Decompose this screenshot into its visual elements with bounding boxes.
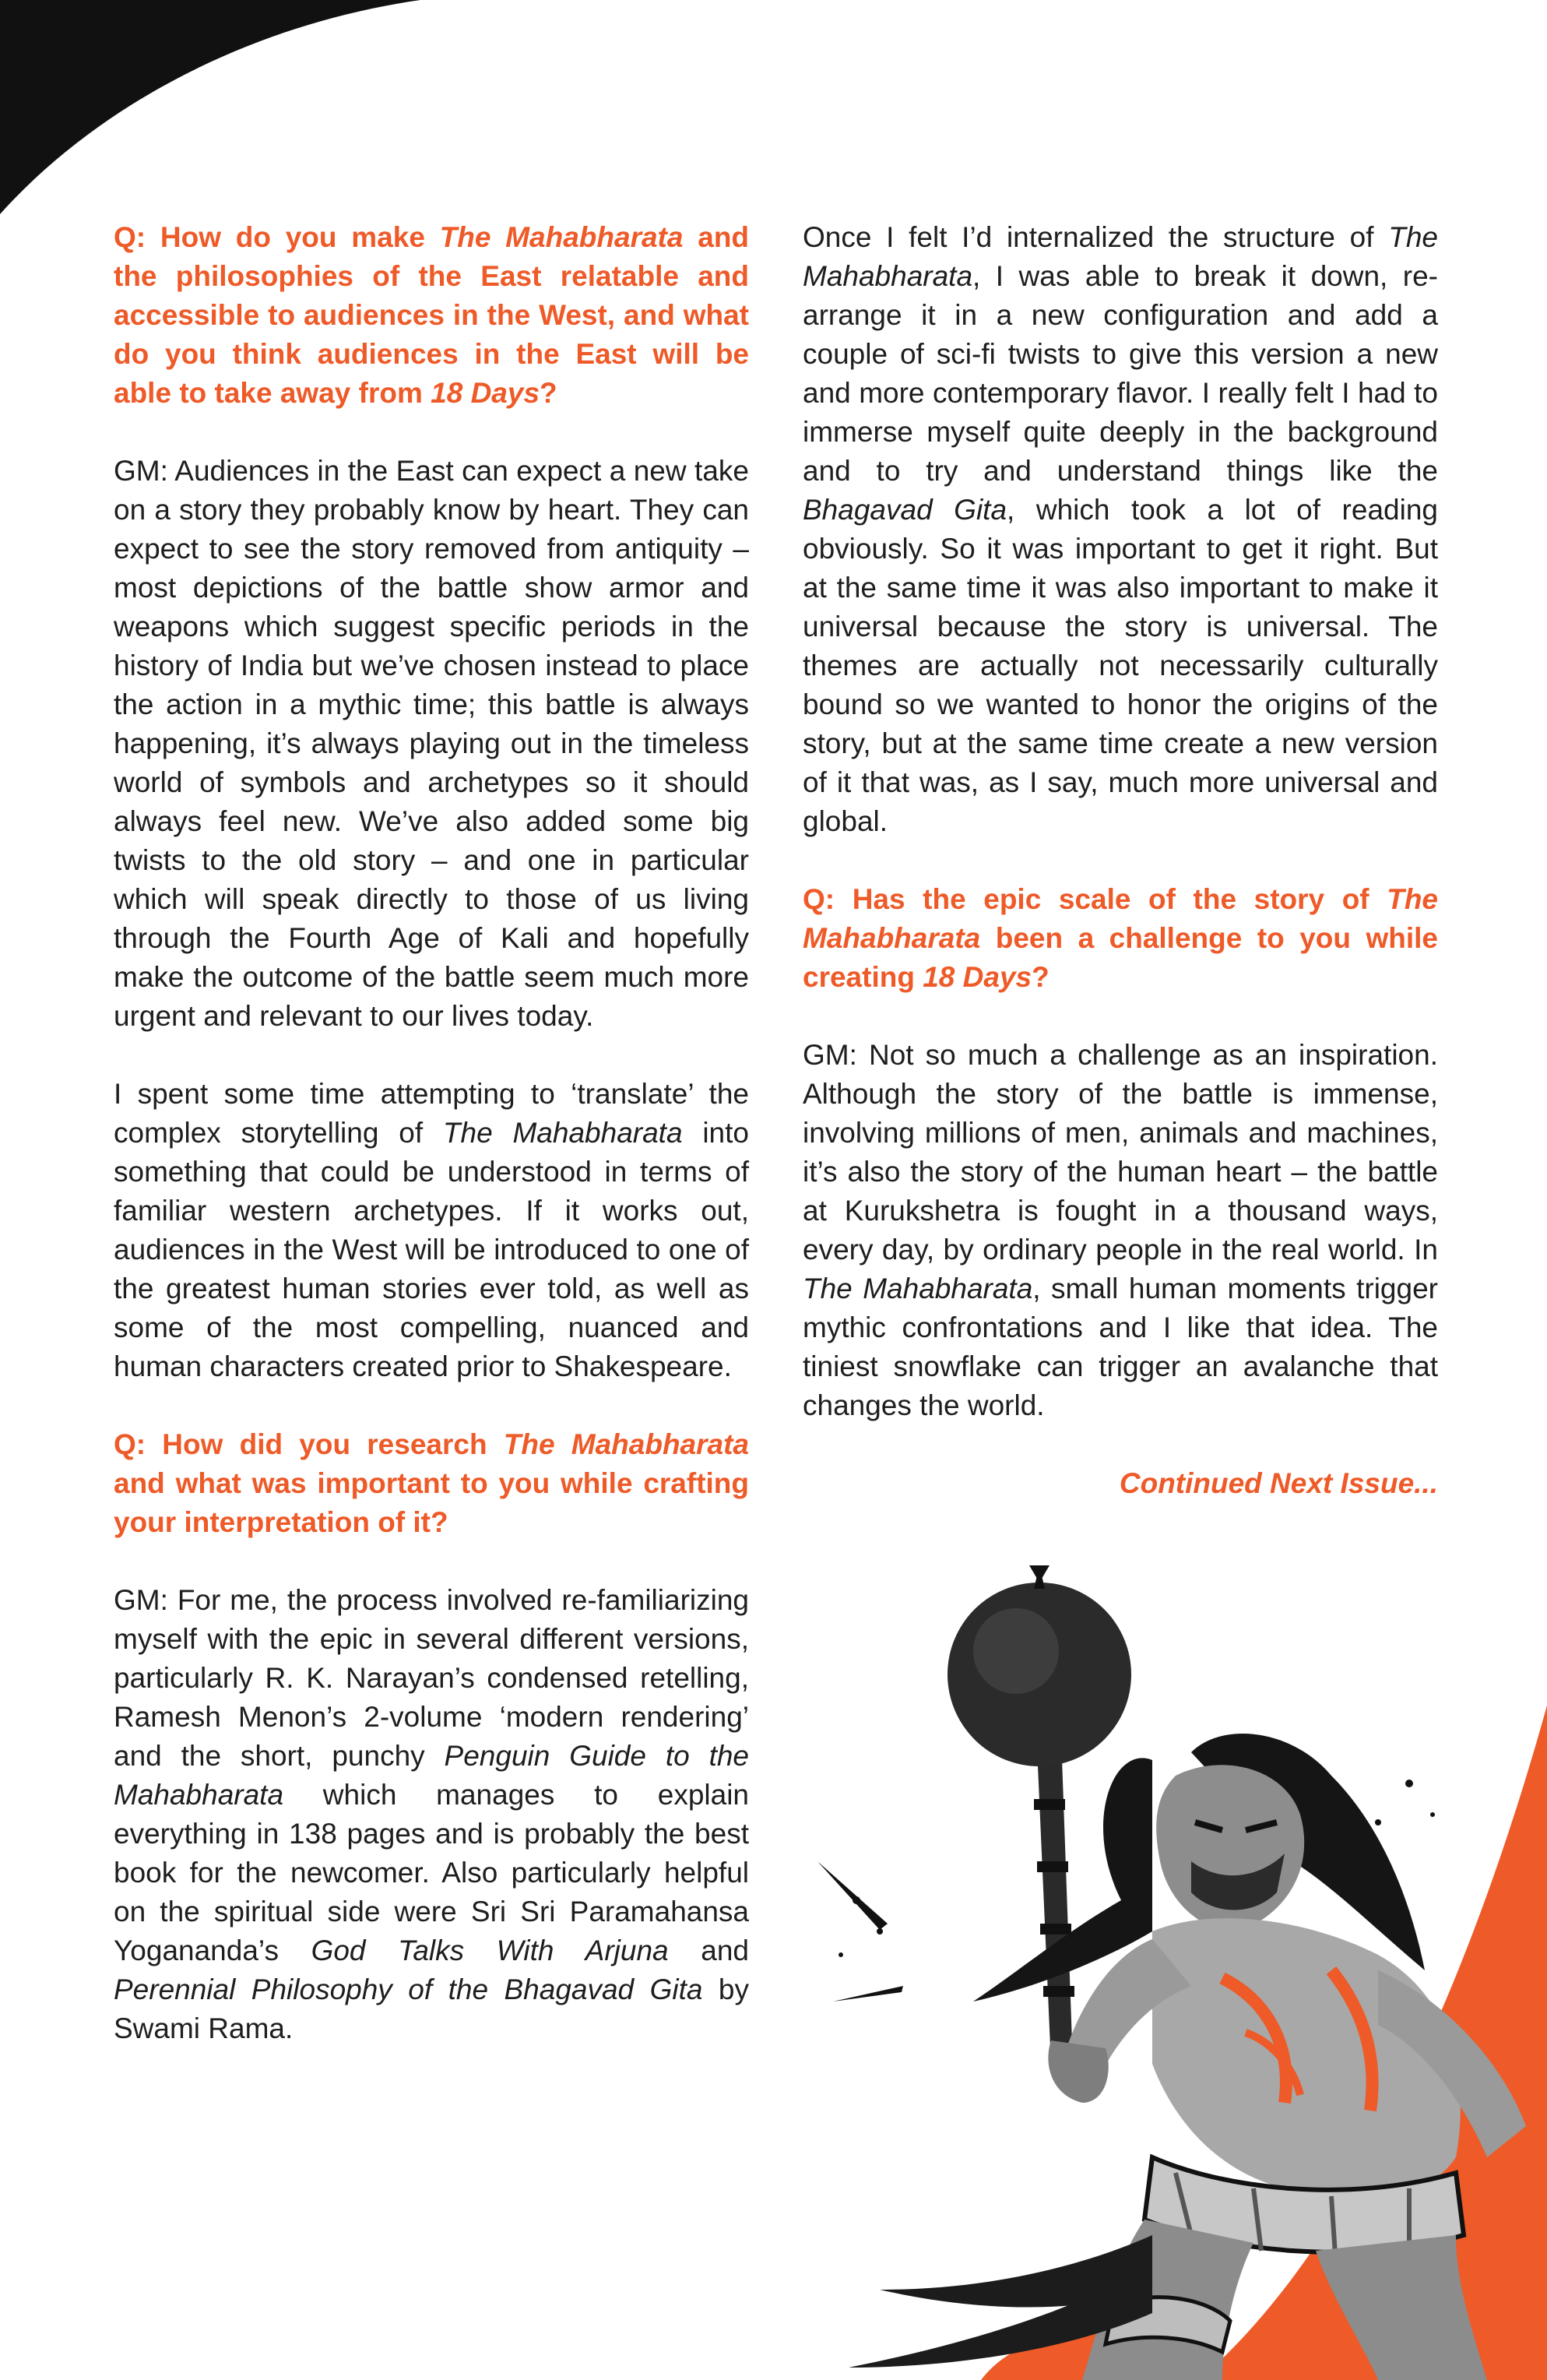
italic-title: Bhagavad Gita xyxy=(803,494,1007,526)
right-column xyxy=(803,218,1438,1542)
text-span: and what was important to you while crafting your interpretation of it? xyxy=(114,1467,749,1538)
text-span: GM: For me, the process involved re-familiarizing myself with the epic in several different versions, particularly R. K. Narayan’s condensed retelling, Ramesh Menon’s 2-volume ‘modern rendering’ and the short, punchy xyxy=(114,1584,749,1772)
interview-answer xyxy=(114,1581,749,2048)
italic-title: The Mahabharata xyxy=(442,1117,683,1149)
text-span: , which took a lot of reading obviously. So it was important to get it right. But at the same time it was also important to make it universal because the story is universal. The themes are actually not necessarily culturally bound so we wanted to honor the origins of the story, but at the same time create a new version of it that was, as I say, much more universal and global. xyxy=(803,494,1438,837)
interview-question xyxy=(114,218,749,413)
text-span: Q: How do you make xyxy=(114,221,440,253)
italic-title: The Mahabharata xyxy=(439,221,684,253)
italic-title: The Mahabharata xyxy=(803,1273,1033,1304)
text-span: been a challenge to you while creating xyxy=(803,922,1438,993)
interview-question xyxy=(803,880,1438,997)
interview-question xyxy=(114,1425,749,1542)
italic-title: The Mahabharata xyxy=(803,883,1438,954)
continued-next-issue: Continued Next Issue... xyxy=(1119,1467,1438,1499)
italic-title: Penguin Guide to the Mahabharata xyxy=(114,1740,750,1811)
italic-title: 18 Days xyxy=(431,377,540,409)
text-span: GM: Audiences in the East can expect a new take on a story they probably know by heart. They can expect to see the story removed from antiquity – most depictions of the battle show armor and weapons which suggest specific periods in the history of India but we’ve chosen instead to place the action in a mythic time; this battle is always happening, it’s always playing out in the timeless world of symbols and archetypes so it should always feel new. We’ve also added some big twists to the old story – and one in particular which will speak directly to those of us living through the Fourth Age of Kali and hopefully make the outcome of the battle seem much more urgent and relevant to our lives today. xyxy=(114,455,749,1032)
left-column xyxy=(114,218,749,2087)
italic-title: God Talks With Arjuna xyxy=(311,1935,669,1966)
text-span: and the philosophies of the East relatable and accessible to audiences in the West, and what do you think audiences in the East will be able to take away from xyxy=(114,221,750,409)
text-span: Once I felt I’d internalized the structure of xyxy=(803,221,1389,253)
text-span: GM: Not so much a challenge as an inspiration. Although the story of the battle is immense, involving millions of men, animals and machines, it’s also the story of the human heart – the battle at Kurukshetra is fought in a thousand ways, every day, by ordinary people in the real world. In xyxy=(803,1039,1438,1266)
italic-title: Perennial Philosophy of the Bhagavad Gita xyxy=(114,1973,703,2005)
text-span: Q: How did you research xyxy=(114,1428,504,1460)
italic-title: The Mahabharata xyxy=(503,1428,749,1460)
text-span: by Swami Rama. xyxy=(114,1973,750,2044)
text-span: ? xyxy=(540,377,557,409)
warrior-with-mace-illustration xyxy=(786,1565,1547,2380)
interview-answer xyxy=(114,452,749,1036)
interview-answer xyxy=(803,1036,1438,1425)
interview-answer xyxy=(114,1075,749,1386)
text-span: which manages to explain everything in 138 pages and is probably the best book for the newcomer. Also particularly helpful on the spiritual side were Sri Sri Paramahansa Yogananda’s xyxy=(114,1779,749,1966)
text-span: into something that could be understood in terms of familiar western archetypes. If it works out, audiences in the West will be introduced to one of the greatest human stories ever told, as well as some of the most compelling, nuanced and human characters created prior to Shakespeare. xyxy=(114,1117,749,1382)
italic-title: 18 Days xyxy=(923,961,1032,993)
text-span: , small human moments trigger mythic confrontations and I like that idea. The tiniest snowflake can trigger an avalanche that changes the world. xyxy=(803,1273,1438,1421)
text-span: , I was able to break it down, re-arrange it in a new configuration and add a couple of sci-fi twists to give this version a new and more contemporary flavor. I really felt I had to immerse myself quite deeply in the background and to try and understand things like the xyxy=(803,260,1438,487)
corner-decoration xyxy=(0,0,436,234)
text-span: Q: Has the epic scale of the story of xyxy=(803,883,1387,915)
text-span: I spent some time attempting to ‘translate’ the complex storytelling of xyxy=(114,1078,749,1149)
text-span: ? xyxy=(1032,961,1049,993)
text-span: and xyxy=(668,1935,749,1966)
interview-answer xyxy=(803,218,1438,841)
italic-title: The Mahabharata xyxy=(803,221,1438,292)
